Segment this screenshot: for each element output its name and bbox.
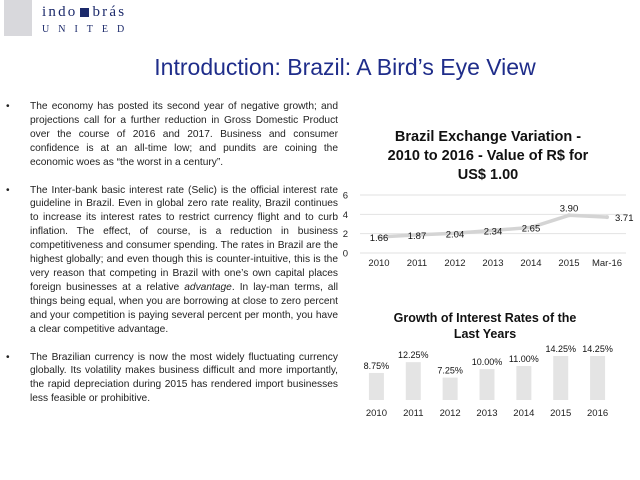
x-tick-label: 2013	[476, 408, 498, 419]
data-label: 3.71	[615, 213, 634, 225]
interest-chart-title	[360, 310, 610, 342]
x-tick-label: 2014	[513, 408, 535, 419]
x-tick-label: 2014	[520, 258, 542, 269]
x-tick-label: 2011	[403, 408, 424, 419]
x-tick-label: 2013	[482, 258, 504, 269]
page-title: Introduction: Brazil: A Bird’s Eye View	[154, 54, 536, 80]
interest-chart-title-line: Growth of Interest Rates of the	[393, 311, 577, 325]
bar-value-label: 11.00%	[508, 354, 539, 365]
company-logo	[4, 0, 160, 40]
bar-value-label: 8.75%	[363, 360, 390, 371]
exchange-line-chart	[336, 186, 640, 276]
bullet-item	[6, 184, 338, 337]
logo-wordmark	[42, 4, 126, 21]
interest-bar	[443, 378, 458, 400]
bar-value-label: 7.25%	[437, 365, 463, 376]
interest-bar	[480, 369, 495, 400]
interest-bar-chart	[354, 340, 624, 426]
bullet-item	[6, 351, 338, 407]
x-tick-label: Mar-16	[591, 258, 623, 269]
interest-bar	[406, 362, 421, 400]
data-point	[605, 215, 609, 219]
data-label: 2.34	[483, 226, 503, 238]
bullet-marker: •	[6, 101, 10, 112]
logo-square-icon	[80, 8, 89, 17]
data-label: 3.90	[559, 203, 579, 215]
bullet-marker: •	[6, 351, 10, 363]
bar-value-label: 10.00%	[471, 357, 503, 368]
exchange-chart-title-line: US$ 1.00	[457, 167, 519, 183]
data-label: 1.66	[369, 232, 389, 244]
x-tick-label: 2015	[558, 258, 580, 269]
y-tick-label: 0	[342, 248, 348, 260]
x-tick-label: 2012	[444, 258, 466, 269]
exchange-chart-title-line: Brazil Exchange Variation -	[394, 129, 582, 145]
interest-chart-title-line: Last Years	[453, 327, 517, 341]
bullet-text: The economy has posted its second year of negative growth; and projections call for a further reduction in Gross Domestic Product over the course of 2016 and 2017. Business and consumer confidence is at an all-time low; and pundits are coining the economic woes as “the worst in a century”.	[30, 101, 338, 168]
x-tick-label: 2011	[406, 258, 428, 269]
logo-united: UNITED	[42, 24, 134, 35]
bar-value-label: 14.25%	[545, 344, 576, 354]
logo-word-indo: indo	[42, 4, 78, 20]
interest-bar	[553, 356, 568, 400]
bullet-text-end: . In lay-man terms, all things being equal, when you are borrowing at close to zero percent and your competition is paying several percent per month, you have a clear competitive advantage.	[30, 281, 338, 335]
bullet-list	[6, 100, 338, 420]
logo-word-bras: brás	[92, 4, 127, 20]
exchange-chart-title-line: 2010 to 2016 - Value of R$ for	[387, 148, 589, 164]
x-tick-label: 2010	[368, 258, 390, 269]
x-tick-label: 2012	[439, 408, 461, 419]
x-tick-label: 2015	[550, 408, 572, 419]
interest-bar	[516, 366, 531, 400]
data-label: 1.87	[407, 230, 427, 242]
logo-bar	[4, 0, 32, 36]
x-tick-label: 2010	[365, 408, 387, 419]
bullet-item	[6, 100, 338, 170]
data-label: 2.04	[445, 229, 465, 241]
interest-bar	[369, 373, 384, 400]
bar-value-label: 12.25%	[398, 350, 429, 361]
bullet-text: The Inter-bank basic interest rate (Selic) is the official interest rate guideline in Brazil. Even in global zero rate reality, Brazil continues to increase its interest rates to restrict currency flight and to curb inflation. The effect, of course, is a reduction in business competitiveness and consumer spending. The rates in Brazil are the highest globally; and even though this is counter-intuitive, this is the very reason that competing in Brazil with one’s own capital places foreign businesses at a relative	[30, 184, 338, 293]
data-label: 2.65	[521, 223, 541, 235]
exchange-chart-title	[352, 128, 624, 185]
interest-bar	[590, 356, 605, 400]
bullet-marker: •	[6, 184, 10, 196]
y-tick-label: 4	[342, 209, 348, 221]
x-tick-label: 2016	[587, 408, 609, 419]
bullet-emphasis: advantage	[184, 281, 232, 293]
bullet-text: The Brazilian currency is now the most widely fluctuating currency globally. Its volatility makes business difficult and more importantly, the rapid depreciation during 2015 has rendered import businesses less feasible or prohibitive.	[30, 351, 338, 405]
y-tick-label: 2	[342, 229, 348, 241]
y-tick-label: 6	[342, 190, 348, 202]
bar-value-label: 14.25%	[582, 344, 613, 354]
